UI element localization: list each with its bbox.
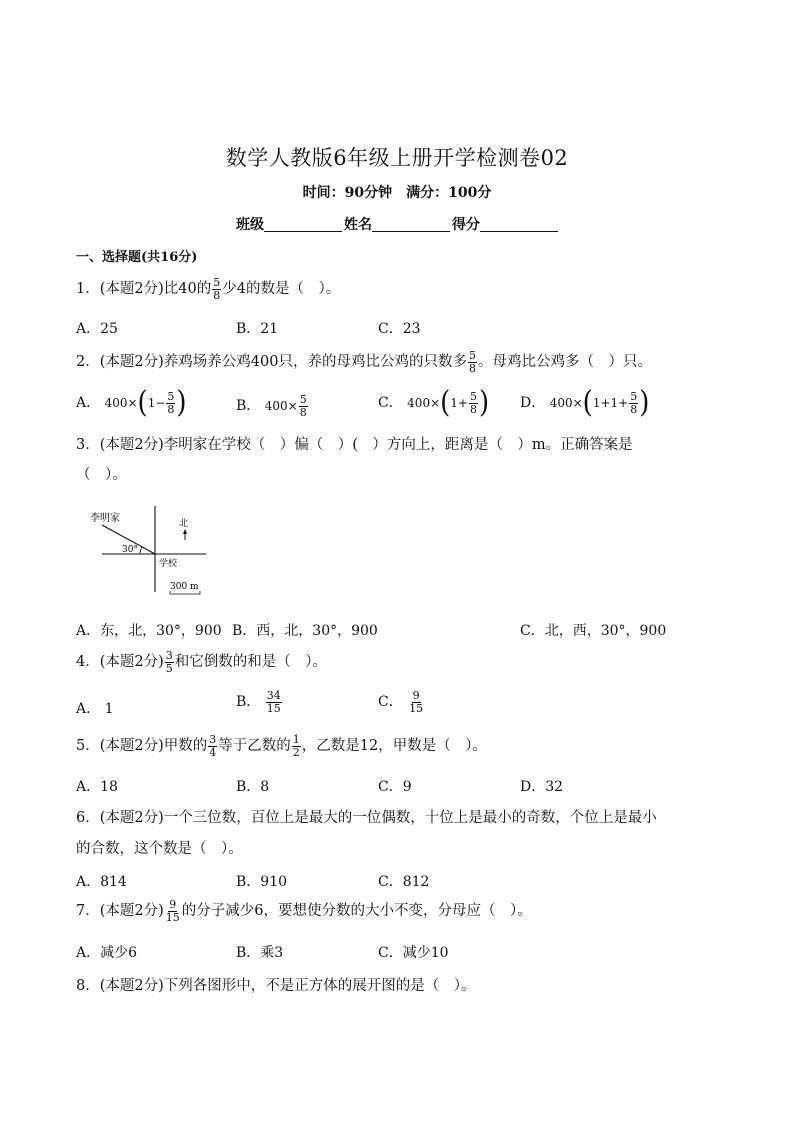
option-a[interactable]: A．东，北，30°，900 [76, 623, 222, 639]
option-a[interactable]: A．减少6 [76, 945, 138, 961]
option-a[interactable]: A．18 [76, 779, 118, 795]
question-1 [76, 277, 340, 301]
option-b[interactable]: B．乘3 [236, 945, 284, 961]
name-label: 姓名 [344, 217, 372, 233]
option-a[interactable]: A． 400×(1− $\frac{5}{8}$ ) [76, 385, 187, 421]
option-c[interactable]: C．北，西，30°，900 [520, 623, 667, 639]
class-blank[interactable] [264, 217, 342, 232]
fraction: $\frac{5}{8}$ [213, 276, 221, 302]
question-3-cont: （ ）。 [76, 467, 127, 483]
score-blank[interactable] [480, 217, 558, 232]
question-7: 7．(本题2分) $\frac{9}{15}$ 的分子减少6，要想使分数的大小不变，分母应（ ）。 [76, 898, 532, 924]
fraction: $\frac{1}{2}$ [292, 733, 300, 759]
class-label: 班级 [236, 217, 264, 233]
option-b[interactable]: B． 400× $\frac{5}{8}$ [236, 393, 307, 419]
option-b[interactable]: B．西，北，30°，900 [232, 623, 378, 639]
question-3: 3．(本题2分)李明家在学校（ ）偏（ ）( ）方向上，距离是（ ）m。正确答案是 [76, 437, 633, 453]
question-8: 8．(本题2分)下列各图形中，不是正方体的展开图的是（ ）。 [76, 978, 476, 994]
question-5: 5．(本题2分)甲数的 $\frac{3}{4}$ 等于乙数的 $\frac{1}{2}$ ，乙数是12，甲数是（ ）。 [76, 733, 487, 759]
option-c[interactable]: C．减少10 [378, 945, 449, 961]
option-c[interactable]: C． 400×(1+ $\frac{5}{8}$ ) [378, 385, 490, 421]
north-arrowhead-icon [183, 529, 187, 534]
question-text: 少4的数是（ ）。 [222, 281, 341, 298]
student-info-row [236, 214, 560, 234]
question-text: 1．(本题2分)比40的 [76, 281, 212, 298]
name-blank[interactable] [372, 217, 450, 232]
scale-label: 300 m [170, 582, 199, 592]
option-c[interactable]: C．9 [378, 779, 412, 795]
option-d[interactable]: D．32 [520, 779, 564, 795]
section-title: 一、选择题(共16分) [76, 250, 198, 265]
question-6-cont: 的合数，这个数是（ ）。 [76, 841, 243, 857]
score-label: 得分 [452, 217, 480, 233]
fraction: $\frac{5}{8}$ [468, 349, 476, 375]
page-title: 数学人教版6年级上册开学检测卷02 [225, 146, 569, 170]
exam-meta: 时间：90分钟 满分：100分 [302, 185, 492, 201]
option-b[interactable]: B．8 [236, 779, 270, 795]
option-b[interactable]: B．21 [236, 321, 279, 337]
option-d[interactable]: D． 400×(1+1+ $\frac{5}{8}$ ) [520, 385, 650, 421]
option-b[interactable]: B．910 [236, 874, 288, 890]
option-b[interactable]: B． $\frac{34}{15}$ [236, 689, 281, 715]
fraction: $\frac{3}{4}$ [209, 733, 217, 759]
question-text: 2．(本题2分)养鸡场养公鸡400只，养的母鸡比公鸡的只数多 [76, 354, 467, 371]
option-c[interactable]: C．23 [378, 321, 421, 337]
fraction: $\frac{3}{5}$ [165, 649, 173, 675]
angle-label: 30° [122, 545, 138, 555]
option-c[interactable]: C． $\frac{9}{15}$ [378, 689, 424, 715]
question-text: 。母鸡比公鸡多（ ）只。 [477, 354, 652, 371]
question-6: 6．(本题2分)一个三位数，百位上是最大的一位偶数，十位上是最小的奇数，个位上是最小 [76, 810, 657, 826]
question-2 [76, 350, 652, 374]
north-label: 北 [179, 519, 189, 529]
option-a[interactable]: A．25 [76, 321, 118, 337]
home-label: 李明家 [90, 513, 120, 524]
option-a[interactable]: A． 1 [76, 701, 114, 717]
fraction: $\frac{9}{15}$ [165, 898, 180, 924]
angle-arc [140, 547, 142, 554]
question-4: 4．(本题2分) $\frac{3}{5}$ 和它倒数的和是（ ）。 [76, 649, 328, 675]
option-a[interactable]: A．814 [76, 874, 127, 890]
direction-diagram [82, 504, 212, 600]
option-c[interactable]: C．812 [378, 874, 430, 890]
school-label: 学校 [159, 559, 178, 569]
